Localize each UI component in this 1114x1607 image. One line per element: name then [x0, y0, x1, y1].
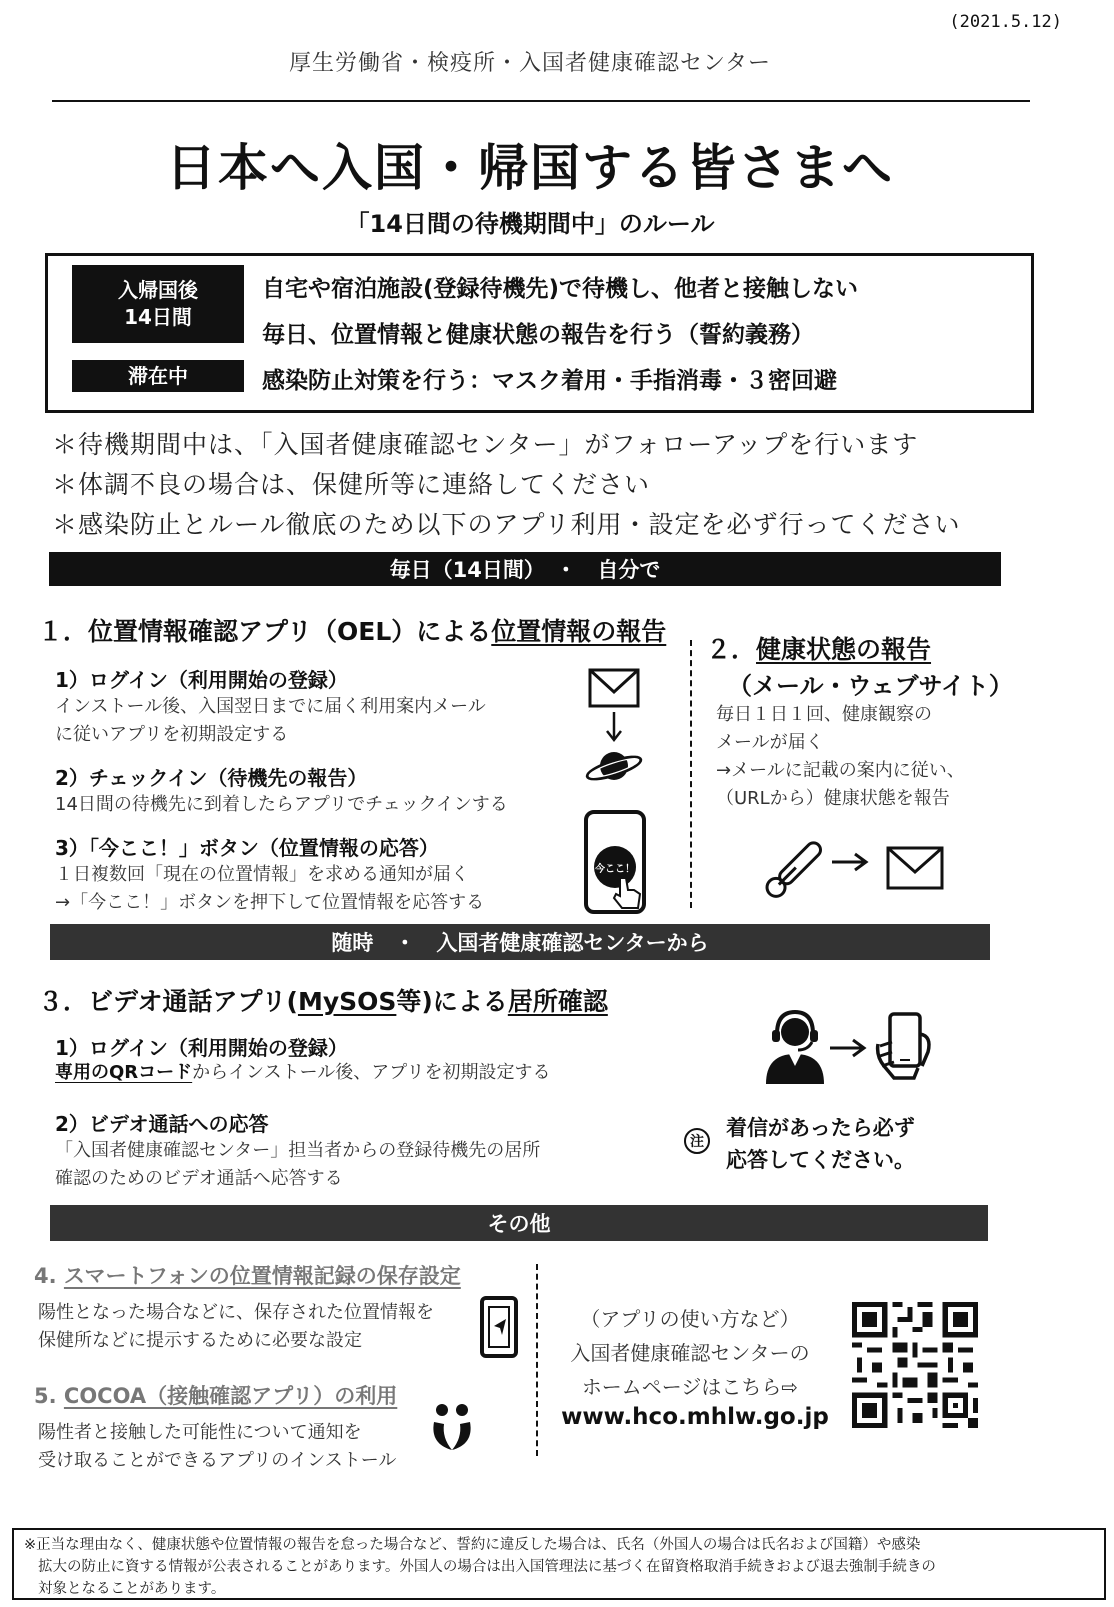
hp-line1: （アプリの使い方など） — [580, 1307, 800, 1331]
qr-code-link: 専用のQRコード — [55, 1062, 193, 1083]
section-bar-other: その他 — [50, 1205, 988, 1241]
s3-item1-line1 — [55, 1058, 551, 1087]
s1-item1-line1: インストール後、入国翌日までに届く利用案内メール — [55, 696, 486, 717]
thermometer-icon — [760, 838, 826, 900]
section1-heading — [38, 612, 666, 648]
organization-line: 厚生労働省・検疫所・入国者健康確認センター — [288, 51, 772, 76]
s3-item2-line2: 確認のためのビデオ通話へ応答する — [55, 1168, 343, 1189]
section3-heading — [38, 982, 608, 1018]
section-divider-1-2 — [690, 640, 692, 908]
hp-text-block — [560, 1302, 820, 1404]
section2-heading-underlined: 健康状態の報告 — [756, 635, 932, 664]
s2-line1: 毎日１日１回、健康観察の — [716, 704, 932, 725]
hp-line2: 入国者健康確認センターの — [570, 1341, 810, 1365]
s3-item2-title: 2）ビデオ通話への応答 — [55, 1112, 269, 1136]
section-bar-daily: 毎日（14日間） ・ 自分で — [49, 552, 1001, 586]
planet-icon — [584, 744, 644, 788]
s1-item3-title: 3）「今ここ！」ボタン（位置情報の応答） — [55, 836, 439, 860]
header-divider — [52, 100, 1030, 102]
s4-line1: 陽性となった場合などに、保存された位置情報を — [38, 1302, 434, 1323]
s5-line2: 受け取ることができるアプリのインストール — [38, 1450, 397, 1471]
section4-heading — [34, 1260, 461, 1290]
section5-number: 5. — [34, 1384, 57, 1408]
section4-heading-underlined: スマートフォンの位置情報記録の保存設定 — [63, 1264, 461, 1288]
note-illness: ＊体調不良の場合は、保健所等に連絡してください — [52, 470, 651, 499]
now-here-button-icon: 今ここ！ — [594, 846, 636, 888]
s3-item1-title: 1）ログイン（利用開始の登録） — [55, 1036, 348, 1060]
qr-code-icon[interactable] — [852, 1302, 978, 1428]
location-phone-icon — [480, 1296, 518, 1358]
footer-disclaimer — [12, 1528, 1106, 1600]
label-after-entry-line2: 14日間 — [124, 305, 192, 329]
section-bar-anytime: 随時 ・ 入国者健康確認センターから — [50, 924, 990, 960]
phone-icon — [584, 810, 646, 914]
s5-line1: 陽性者と接触した可能性について通知を — [38, 1422, 362, 1443]
phone-in-hand-icon — [874, 1012, 936, 1082]
arrow-right-icon — [828, 1038, 868, 1058]
s1-item2-line1: 14日間の待機先に到着したらアプリでチェックインする — [55, 794, 508, 815]
section1-heading-underlined: 位置情報の報告 — [491, 617, 667, 646]
section2-heading-line2: （メール・ウェブサイト） — [728, 672, 1013, 700]
section1-heading-prefix: １．位置情報確認アプリ（OEL）による — [38, 617, 492, 646]
s3-notice-line2: 応答してください。 — [726, 1148, 915, 1172]
section3-heading-prefix: ３．ビデオ通話アプリ( — [38, 987, 298, 1016]
hp-line3: ホームページはこちら⇨ — [581, 1375, 799, 1399]
caution-mark: 注 — [684, 1128, 710, 1154]
s1-item3-line1: １日複数回「現在の位置情報」を求める通知が届く — [55, 864, 469, 885]
s2-line4: （URLから）健康状態を報告 — [716, 788, 950, 809]
s1-item3-line2: →「今ここ！」ボタンを押下して位置情報を応答する — [55, 892, 485, 913]
label-after-entry-line1: 入帰国後 — [118, 278, 198, 302]
section2-heading-prefix: ２． — [706, 635, 757, 664]
arrow-right-icon — [830, 852, 870, 872]
section3-heading-app: MySOS — [297, 987, 397, 1016]
footer-line2: 拡大の防止に資する情報が公表されることがあります。外国人の場合は出入国管理法に基づく在留資格取消手続きおよび退去強制手続きの — [38, 1559, 936, 1575]
rule-daily-report: 毎日、位置情報と健康状態の報告を行う（誓約義務） — [262, 322, 814, 348]
finger-tap-icon — [612, 874, 642, 910]
s4-line2: 保健所などに提示するために必要な設定 — [38, 1330, 362, 1351]
location-arrow-icon — [492, 1318, 508, 1336]
section2-heading — [706, 630, 931, 666]
page-subtitle: 「14日間の待機期間中」のルール — [345, 210, 715, 238]
section5-heading-underlined: COCOA（接触確認アプリ）の利用 — [63, 1384, 398, 1408]
footer-line1: ※正当な理由なく、健康状態や位置情報の報告を怠った場合など、誓約に違反した場合は、氏名（外国人の場合は氏名および国籍）や感染 — [24, 1537, 921, 1553]
page-title: 日本へ入国・帰国する皆さまへ — [166, 139, 894, 197]
s1-item1-title: 1）ログイン（利用開始の登録） — [55, 668, 348, 692]
operator-headset-icon — [760, 1010, 830, 1086]
s3-item2-line1: 「入国者健康確認センター」担当者からの登録待機先の居所 — [55, 1140, 541, 1161]
issue-date: (2021.5.12) — [949, 12, 1062, 32]
s2-line2: メールが届く — [716, 732, 824, 753]
section5-heading — [34, 1380, 397, 1410]
label-after-entry — [72, 265, 244, 343]
s3-notice-line1: 着信があったら必ず — [726, 1116, 915, 1140]
rule-stay-home: 自宅や宿泊施設(登録待機先)で待機し、他者と接触しない — [262, 276, 859, 302]
s1-item2-title: 2）チェックイン（待機先の報告） — [55, 766, 368, 790]
cocoa-logo-icon — [428, 1402, 476, 1452]
note-app-usage: ＊感染防止とルール徹底のため以下のアプリ利用・設定を必ず行ってください — [52, 510, 961, 539]
mail-icon — [588, 668, 640, 708]
section3-heading-mid: 等)による — [396, 987, 508, 1016]
label-during-stay: 滞在中 — [72, 360, 244, 392]
s1-item1-line2: に従いアプリを初期設定する — [55, 724, 289, 745]
note-followup: ＊待機期間中は、「入国者健康確認センター」がフォローアップを行います — [52, 430, 919, 459]
arrow-down-icon — [604, 712, 624, 744]
section3-heading-underlined: 居所確認 — [507, 987, 608, 1016]
s2-line3: →メールに記載の案内に従い、 — [716, 760, 965, 781]
section4-number: 4. — [34, 1264, 57, 1288]
mail-icon — [886, 846, 944, 890]
section-divider-4-hp — [536, 1264, 538, 1456]
rule-infection-prevention: 感染防止対策を行う：マスク着用・手指消毒・３密回避 — [262, 368, 837, 394]
s3-item1-rest: からインストール後、アプリを初期設定する — [192, 1062, 551, 1083]
footer-line3: 対象となることがあります。 — [38, 1581, 226, 1597]
hp-url-link[interactable]: www.hco.mhlw.go.jp — [561, 1404, 829, 1430]
